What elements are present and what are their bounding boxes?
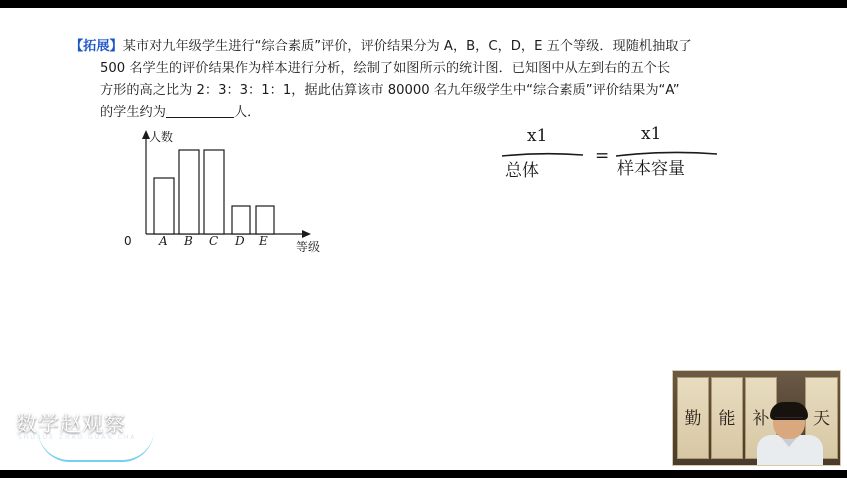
presenter-glasses	[775, 417, 803, 425]
wall-scroll	[711, 377, 743, 459]
problem-line-4-text: 的学生约为	[100, 105, 166, 120]
problem-line-4	[70, 102, 790, 124]
bar-chart	[124, 130, 364, 270]
wall-scroll-glyph: 能	[718, 409, 736, 429]
hw-numerator-left: x1	[527, 126, 548, 146]
presenter-figure	[757, 403, 823, 465]
lesson-slide	[0, 8, 847, 470]
problem-line-3: 方形的高之比为 2：3：3：1：1，据此估算该市 80000 名九年级学生中“综合素质”评价结果为“A”	[100, 83, 680, 98]
hw-equals-sign: =	[595, 146, 610, 166]
problem-line-2: 500 名学生的评价结果作为样本进行分析，绘制了如图所示的统计图．已知图中从左到右的五个长	[100, 61, 671, 76]
problem-line-1	[70, 36, 790, 58]
problem-tag: 【拓展】	[70, 39, 123, 54]
chart-category-label: E	[259, 234, 268, 248]
handwritten-annotation	[495, 126, 725, 206]
logo-text: 数学赵观察	[16, 412, 126, 436]
wall-scroll	[677, 377, 709, 459]
chart-category-label: C	[209, 234, 219, 248]
wall-scroll-glyph: 天	[813, 409, 830, 429]
chart-y-axis-label: 人数	[149, 130, 174, 144]
answer-blank	[166, 103, 234, 118]
chart-origin-label: 0	[124, 234, 132, 248]
problem-statement	[70, 36, 790, 124]
hw-denominator-right: 样本容量	[617, 159, 685, 179]
channel-logo	[10, 400, 160, 462]
logo-subtext: SHUXUE ZHAO GUAN CHA	[18, 434, 137, 441]
chart-category-label: A	[159, 234, 168, 248]
problem-line-1-text: 某市对九年级学生进行“综合素质”评价，评价结果分为 A，B，C，D，E 五个等级．现随机抽取了	[122, 39, 692, 54]
problem-line-4-suffix: 人．	[233, 105, 261, 120]
wall-scroll-glyph: 勤	[684, 409, 702, 429]
webcam-overlay[interactable]	[672, 370, 841, 466]
chart-x-axis-label: 等级	[296, 240, 321, 254]
chart-category-label: B	[184, 234, 193, 248]
hw-numerator-right: x1	[641, 124, 662, 144]
hw-denominator-left: 总体	[505, 161, 539, 181]
wall-scroll-glyph: 补	[752, 409, 770, 429]
chart-category-label: D	[235, 234, 245, 248]
